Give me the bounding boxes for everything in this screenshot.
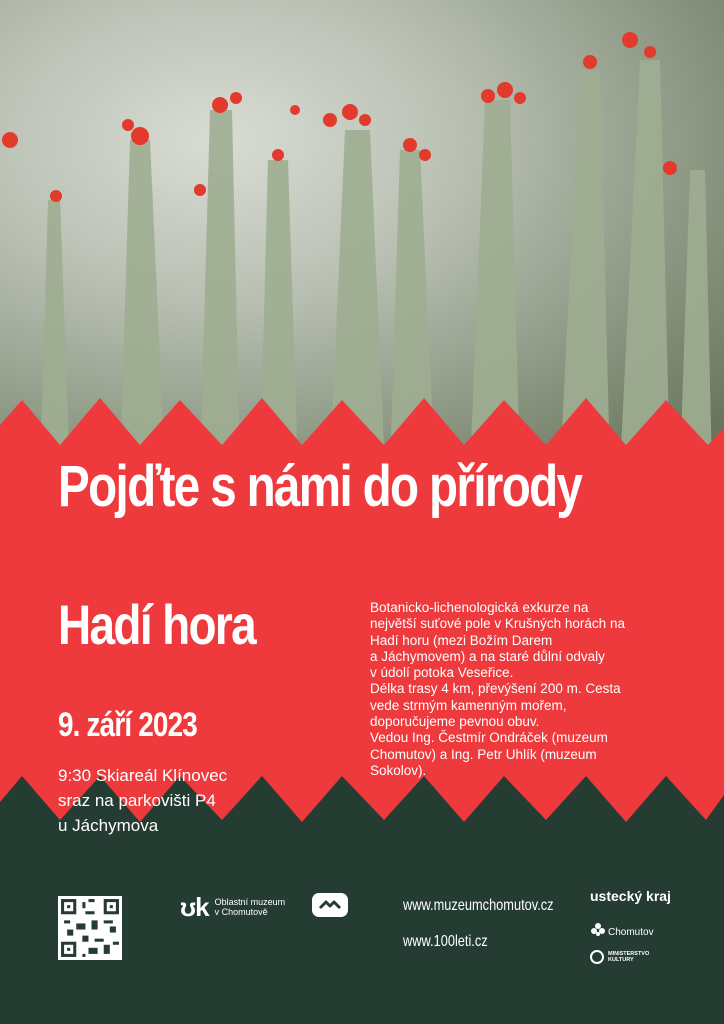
- qr-code-icon[interactable]: [58, 896, 122, 960]
- website-link-museum[interactable]: www.muzeumchomutov.cz: [403, 897, 554, 914]
- museum-name-line: Oblastní muzeum: [214, 897, 286, 907]
- meeting-line: sraz na parkovišti P4: [58, 791, 216, 810]
- museum-name-line: v Chomutově: [214, 907, 268, 917]
- event-date: 9. září 2023: [58, 706, 197, 744]
- museum-logo[interactable]: [180, 892, 285, 922]
- meeting-line: 9:30 Skiareál Klínovec: [58, 766, 228, 785]
- museum-name: [215, 897, 286, 917]
- meeting-info: [58, 763, 227, 838]
- chomutov-label: Chomutov: [608, 927, 654, 938]
- ministry-line: MINISTERSTVO: [608, 951, 650, 957]
- ministry-label: [608, 951, 649, 963]
- ministry-logo: [590, 950, 649, 964]
- chomutov-logo: [590, 915, 654, 938]
- region-logo: ustecký kraj: [590, 888, 671, 904]
- meeting-line: u Jáchymova: [58, 816, 159, 835]
- ministry-line: KULTURY: [608, 957, 634, 963]
- mountain-badge-icon: [312, 893, 348, 917]
- description-line: v údolí potoka Veseřice.: [370, 665, 514, 681]
- description-line: doporučujeme pevnou obuv.: [370, 714, 540, 730]
- description-line: Hadí horu (mezi Božím Darem: [370, 632, 553, 648]
- description-line: Botanicko-lichenologická exkurze na: [370, 600, 589, 615]
- museum-mark: ʊk: [180, 891, 209, 922]
- description-line: největší suťové pole v Krušných horách na: [370, 616, 625, 632]
- page-subtitle: Hadí hora: [58, 593, 256, 656]
- page-title: Pojďte s námi do přírody: [58, 454, 582, 519]
- description-line: Délka trasy 4 km, převýšení 200 m. Cesta: [370, 681, 621, 697]
- description-line: Vedou Ing. Čestmír Ondráček (muzeum: [370, 730, 608, 746]
- description-line: Chomutov) a Ing. Petr Uhlík (muzeum: [370, 746, 597, 762]
- chomutov-flower-icon: [590, 922, 606, 938]
- ministry-circle-icon: [590, 950, 604, 964]
- description-line: vede strmým kamenným mořem,: [370, 697, 567, 713]
- description-line: a Jáchymovem) a na staré důlní odvaly: [370, 648, 605, 664]
- description-line: Sokolov).: [370, 762, 427, 778]
- event-description: [370, 600, 670, 779]
- website-link-100leti[interactable]: www.100leti.cz: [403, 933, 488, 950]
